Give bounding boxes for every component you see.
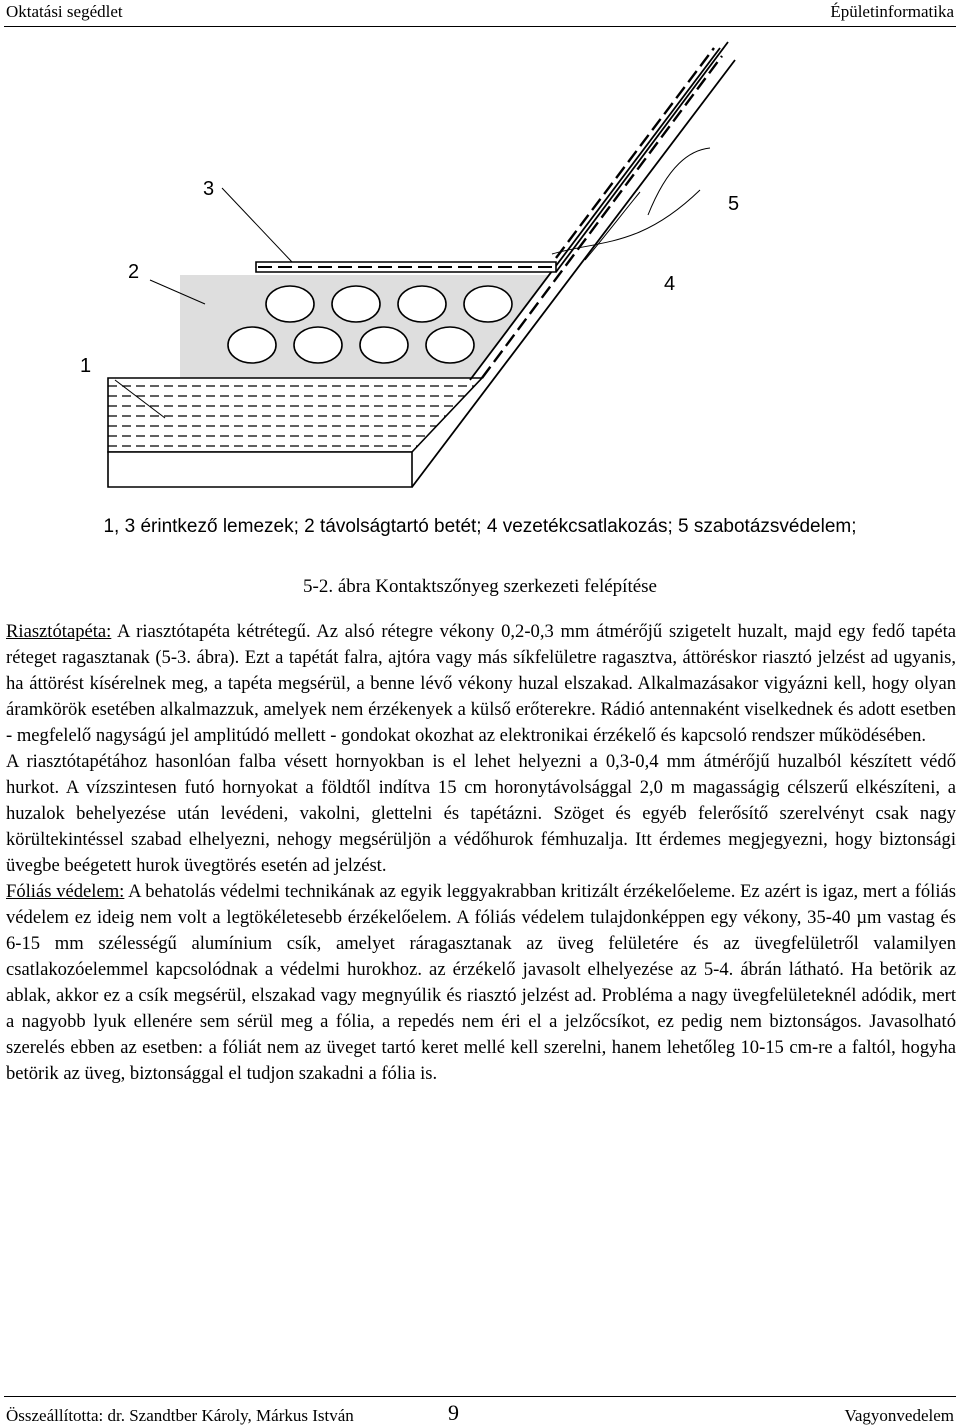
paragraph-lead: Fóliás védelem: [6,881,125,902]
figure-title: 5-2. ábra Kontaktszőnyeg szerkezeti felépítése [303,576,657,597]
label-1: 1 [80,355,92,377]
header-rule [4,26,956,27]
footer-authors: Összeállította: dr. Szandtber Károly, Márkus István [6,1406,354,1425]
label-2: 2 [128,261,140,283]
figure-legend: 1, 3 érintkező lemezek; 2 távolságtartó betét; 4 vezetékcsatlakozás; 5 szabotázsvédelem; [103,516,857,537]
page-number: 9 [448,1400,459,1425]
page-header [0,0,960,26]
paragraph-riasztotapeta [6,619,956,749]
contact-mat-figure [0,40,960,500]
paragraph-text: A behatolás védelmi technikának az egyik leggyakrabban kritizált érzékelőeleme. Ez azért is igaz, mert a fóliás védelem ez ideig nem volt a legtökéletesebb érzékelőelem. A fóliás védelem tulajdonképpen egy vékony, 35-40 µm vastag és 6-15 mm szélességű alumínium csík, amelyet ráragasztanak az üveg felületére és az üvegfelületről valamilyen csatlakozóelemmel kapcsolódnak a védelmi hurokhoz. az érzékelő javasolt elhelyezése az 5-4. ábrán látható. Ha betörik az ablak, akkor ez a csík megsérül, elszakad vagy megnyúlik és riasztó jelzést ad. Probléma a nagy üvegfelületeknél adódik, mert a nagyobb lyuk ellenére sem sérül meg a fólia, a repedés nem éri el a jelzőcsíkot, ez pedig nem biztonságos. Javasolható szerelés ebben az esetben: a fóliát nem az üveget tartó keret mellé kell szerelni, hanem lehetőleg 10-15 cm-re a faltól, hogyha betörik az üveg, biztonsággal el tudjon szakadni a fólia is. [6,881,956,1084]
contact-mat-drawing [0,40,960,500]
footer-subject: Vagyonvedelem [844,1406,954,1425]
page-footer [0,1396,960,1428]
header-left: Oktatási segédlet [6,2,123,21]
bottom-plate-edge [108,452,412,487]
paragraph-falba: A riasztótapétához hasonlóan falba vésett hornyokban is el lehet helyezni a 0,3-0,4 mm átmérőjű huzalból készített védő hurkot. A vízszintesen futó hornyokat a földtől indítva 15 cm horonytávolsággal 2,0 m magasságig célszerű elkészíteni, a huzalok behelyezése után levédeni, vakolni, glettelni és tapétázni. Szöget és egyéb felerősítő szerelvényt csak nagy körültekintéssel szabad elhelyezni, nehogy megsérüljön a védőhurok fémhuzalja. Itt érdemes megjegyezni, hogy biztonsági üvegbe beégetett hurok üvegtörés esetén ad jelzést. [6,751,956,876]
bottom-plate [108,378,482,452]
label-5: 5 [728,193,740,215]
paragraph-folias [6,879,956,1087]
header-right: Épületinformatika [830,2,954,21]
label-3: 3 [203,178,215,200]
body-text [6,619,956,1087]
paragraph-text: A riasztótapéta kétrétegű. Az alsó rétegre vékony 0,2-0,3 mm átmérőjű szigetelt huzalt, majd egy fedő tapéta réteget ragasztanak (5-3. ábra). Ezt a tapétát falra, ajtóra vagy más síkfelületre ragasztva, áttöréskor riasztó jelzést ad ugyanis, ha áttörést kísérelnek meg, a tapéta megsérül, a benne lévő vékony huzal elszakad. Alkalmazásakor vigyázni kell, hogy olyan áramkörök esetében alkalmazzuk, amelyek nem érzékenyek a külső erőterekre. Rádió antennaként viselkednek és adott esetben - megfelelő nagyságú jel amplitúdó mellett - gondokat okozhat az elektronikai érzékelő és kapcsoló rendszer működésében. [6,621,956,746]
paragraph-lead: Riasztótapéta: [6,621,112,642]
footer-rule [4,1396,956,1397]
label-4: 4 [664,273,676,295]
